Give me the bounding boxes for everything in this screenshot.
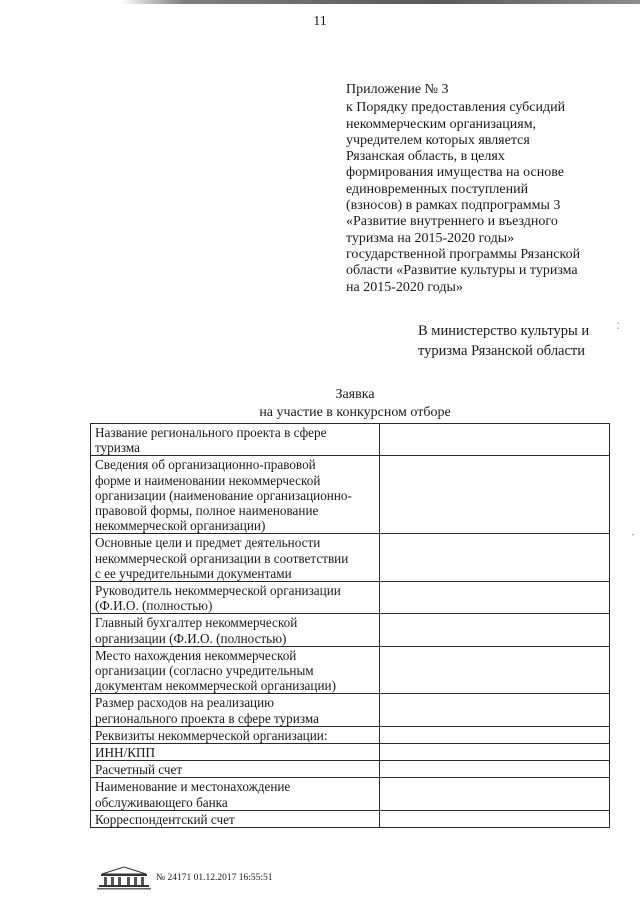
field-label-line: некоммерческой организации в соответствии: [95, 550, 349, 566]
table-row: [91, 582, 610, 614]
field-value[interactable]: [380, 726, 610, 743]
field-label-line: Название регионального проекта в сфере: [95, 425, 327, 440]
field-label-line: организации (Ф.И.О. (полностью): [95, 630, 287, 646]
annex-line: (взносов) в рамках подпрограммы 3: [346, 198, 561, 214]
annex-block: [346, 82, 616, 296]
annex-text: [346, 100, 616, 296]
annex-title: Приложение № 3: [346, 82, 449, 97]
field-label: [91, 694, 380, 726]
annex-line: области «Развитие культуры и туризма: [346, 263, 578, 279]
field-label-line: Размер расходов на реализацию: [95, 695, 275, 711]
field-label-line: Основные цели и предмет деятельности: [95, 535, 321, 551]
registration-footer: [92, 866, 412, 896]
field-label-line: Главный бухгалтер некоммерческой: [95, 615, 298, 631]
scan-edge-shadow: [120, 0, 640, 4]
page-number: 11: [313, 14, 327, 29]
application-table: [90, 423, 610, 828]
table-row: [91, 614, 610, 646]
table-row: [91, 646, 610, 694]
table-row: [91, 761, 610, 778]
field-value[interactable]: [380, 646, 610, 694]
annex-line: «Развитие внутреннего и въездного: [346, 214, 558, 230]
field-label: [91, 424, 380, 456]
field-label-line: форме и наименовании некоммерческой: [95, 472, 321, 488]
annex-line: некоммерческим организациям,: [346, 116, 537, 132]
annex-line: Рязанская область, в целях: [346, 149, 505, 165]
field-value[interactable]: [380, 744, 610, 761]
annex-line: формирования имущества на основе: [346, 165, 564, 181]
annex-line: государственной программы Рязанской: [346, 246, 581, 262]
field-label-line: Наименование и местонахождение: [95, 779, 291, 795]
field-value[interactable]: [380, 582, 610, 614]
field-label: [91, 744, 380, 761]
annex-line: учредителем которых является: [346, 132, 530, 148]
registration-number: № 24171 01.12.2017 16:55:51: [156, 873, 273, 883]
annex-line: единовременных поступлений: [346, 181, 529, 197]
field-label: [91, 810, 380, 827]
table-row: [91, 694, 610, 726]
table-row: [91, 778, 610, 810]
field-label-line: Расчетный счет: [95, 762, 183, 778]
field-value[interactable]: [380, 778, 610, 810]
field-value[interactable]: [380, 534, 610, 582]
field-label-line: регионального проекта в сфере туризма: [95, 710, 319, 726]
field-label-line: туризма: [95, 440, 140, 456]
annex-line: на 2015-2020 годы»: [346, 279, 463, 295]
table-row: [91, 534, 610, 582]
field-label-line: организации (наименование организационно-: [95, 487, 352, 503]
form-title: Заявка: [335, 387, 375, 402]
field-label: [91, 646, 380, 694]
annex-line: к Порядку предоставления субсидий: [346, 100, 566, 116]
field-label-line: документам некоммерческой организации): [95, 678, 336, 694]
field-label-line: (Ф.И.О. (полностью): [95, 598, 213, 614]
field-value[interactable]: [380, 456, 610, 534]
table-row: [91, 726, 610, 743]
field-label: [91, 761, 380, 778]
field-label-line: Корреспондентский счет: [95, 811, 235, 827]
field-label-line: организации (согласно учредительным: [95, 663, 314, 679]
field-label-line: с ее учредительными документами: [95, 565, 292, 581]
table-row: [91, 810, 610, 827]
field-label: [91, 778, 380, 810]
addressee: [418, 321, 628, 361]
field-label: [91, 726, 380, 743]
field-label-line: Реквизиты некоммерческой организации:: [95, 727, 328, 743]
annex-line: туризма на 2015-2020 годы»: [346, 230, 515, 246]
field-label-line: Сведения об организационно-правовой: [95, 457, 316, 473]
application-table-body: [91, 424, 610, 828]
field-value[interactable]: [380, 694, 610, 726]
field-value[interactable]: [380, 614, 610, 646]
field-label: [91, 614, 380, 646]
table-row: [91, 744, 610, 761]
field-label-line: обслуживающего банка: [95, 794, 228, 810]
field-label-line: Руководитель некоммерческой организации: [95, 583, 341, 599]
government-building-stamp-icon: [96, 866, 152, 890]
field-value[interactable]: [380, 810, 610, 827]
field-label-line: ИНН/КПП: [95, 745, 156, 761]
addressee-line: В министерство культуры и: [418, 323, 590, 339]
addressee-line: туризма Рязанской области: [418, 343, 586, 359]
field-label-line: правовой формы, полное наименование: [95, 503, 319, 519]
field-label-line: некоммерческой организации): [95, 518, 266, 534]
table-row: [91, 456, 610, 534]
field-value[interactable]: [380, 761, 610, 778]
scan-artifact-mark: ·: [631, 528, 635, 542]
field-label: [91, 456, 380, 534]
field-label: [91, 582, 380, 614]
form-subtitle: на участие в конкурсном отборе: [259, 405, 451, 420]
scan-artifact-mark: :: [616, 318, 621, 332]
table-row: [91, 424, 610, 456]
field-value[interactable]: [380, 424, 610, 456]
field-label-line: Место нахождения некоммерческой: [95, 647, 297, 663]
field-label: [91, 534, 380, 582]
